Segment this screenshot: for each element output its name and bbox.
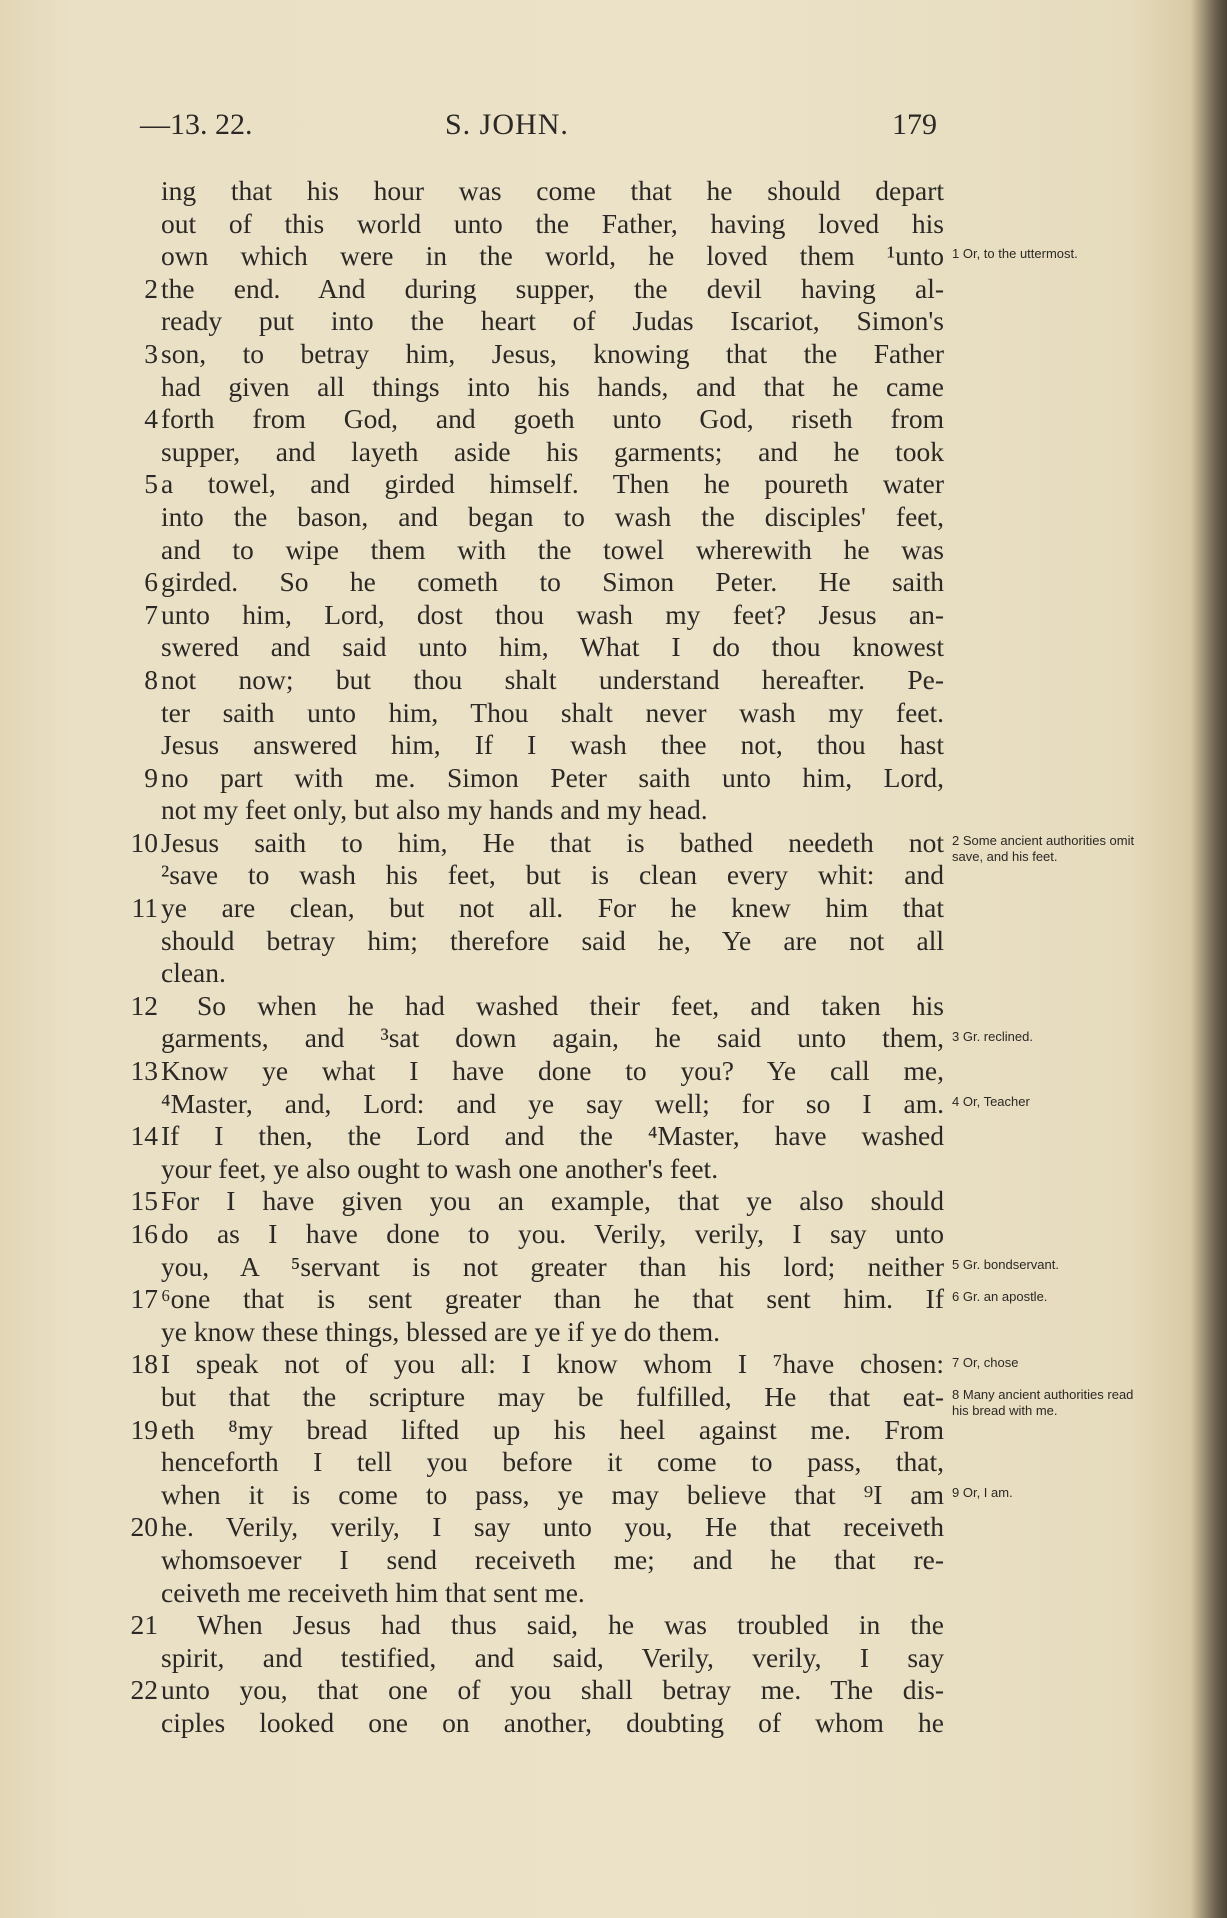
line-text: Jesus answered him, If I wash thee not, thou hast <box>161 729 944 761</box>
text-line <box>0 599 1227 632</box>
line-text: ⁴Master, and, Lord: and ye say well; for so I am. <box>161 1087 944 1119</box>
line-text: ing that his hour was come that he should depart <box>161 175 944 206</box>
line-text: ye know these things, blessed are ye if ye do them. <box>161 1315 721 1347</box>
verse-number: 13 <box>130 1055 158 1087</box>
verse-number: 10 <box>130 826 158 858</box>
line-text: ⁶one that is sent greater than he that sent him. If <box>161 1283 944 1315</box>
text-line <box>0 1674 1227 1707</box>
text-line <box>0 990 1227 1023</box>
line-text: I speak not of you all: I know whom I ⁷have chosen: <box>161 1348 944 1380</box>
margin-note <box>952 1029 1142 1045</box>
line-text: but that the scripture may be fulfilled, He that eat- <box>161 1380 944 1412</box>
text-line <box>0 664 1227 697</box>
line-text: girded. So he cometh to Simon Peter. He saith <box>161 566 944 598</box>
text-line <box>0 697 1227 730</box>
line-text: spirit, and testified, and said, Verily, verily, I say <box>161 1641 944 1673</box>
line-text: For I have given you an example, that ye also should <box>161 1185 944 1217</box>
margin-note <box>952 1289 1142 1305</box>
line-text: forth from God, and goeth unto God, riseth from <box>161 403 944 435</box>
line-text: ciples looked one on another, doubting of whom he <box>161 1706 944 1738</box>
margin-note-text: Or, to the uttermost. <box>962 246 1078 262</box>
margin-note <box>952 1485 1142 1501</box>
line-text: unto you, that one of you shall betray me. The dis- <box>161 1674 944 1706</box>
line-text: ye are clean, but not all. For he knew him that <box>161 892 944 924</box>
line-text: out of this world unto the Father, having loved his <box>161 207 944 239</box>
book-title: S. JOHN. <box>445 108 569 141</box>
line-text: garments, and ³sat down again, he said unto them, <box>161 1022 944 1054</box>
line-text: do as I have done to you. Verily, verily, I say unto <box>161 1218 944 1249</box>
text-line <box>0 1707 1227 1740</box>
text-line <box>0 729 1227 762</box>
line-text: a towel, and girded himself. Then he poureth water <box>161 468 944 500</box>
text-line <box>0 534 1227 567</box>
text-line <box>0 1511 1227 1544</box>
text-line <box>0 436 1227 469</box>
line-text: and to wipe them with the towel wherewith he was <box>161 533 944 565</box>
verse-number: 19 <box>130 1413 158 1445</box>
verse-number: 8 <box>144 663 158 695</box>
line-text: ter saith unto him, Thou shalt never wash my feet. <box>161 696 944 728</box>
line-text: So when he had washed their feet, and taken his <box>197 989 944 1021</box>
verse-number: 11 <box>131 892 158 924</box>
verse-number: 22 <box>130 1674 158 1706</box>
line-text: son, to betray him, Jesus, knowing that the Father <box>161 337 944 369</box>
chapter-verse-range: —13. 22. <box>140 108 253 141</box>
text-line <box>0 1120 1227 1153</box>
text-line <box>0 1153 1227 1186</box>
line-text: whomsoever I send receiveth me; and he that re- <box>161 1543 944 1575</box>
line-text: he. Verily, verily, I say unto you, He that receiveth <box>161 1511 944 1543</box>
line-text: the end. And during supper, the devil having al- <box>161 272 944 304</box>
line-text: had given all things into his hands, and that he came <box>161 370 944 402</box>
margin-note <box>952 833 1142 865</box>
text-line <box>0 305 1227 338</box>
verse-number: 15 <box>130 1185 158 1217</box>
margin-note-text: Some ancient authorities omit save, and his feet. <box>952 833 1135 864</box>
verse-number: 18 <box>130 1348 158 1380</box>
text-line <box>0 1642 1227 1675</box>
line-text: your feet, ye also ought to wash one another's feet. <box>161 1152 719 1184</box>
line-text: clean. <box>161 957 226 989</box>
margin-note-text: Gr. an apostle. <box>962 1289 1048 1305</box>
text-line <box>0 468 1227 501</box>
line-text: not my feet only, but also my hands and my head. <box>161 794 708 826</box>
line-text: no part with me. Simon Peter saith unto him, Lord, <box>161 761 944 793</box>
line-text: Jesus saith to him, He that is bathed needeth not <box>161 826 944 858</box>
margin-note-text: Gr. bondservant. <box>962 1256 1059 1272</box>
verse-number: 20 <box>130 1511 158 1543</box>
line-text: eth ⁸my bread lifted up his heel against me. From <box>161 1413 944 1445</box>
line-text: supper, and layeth aside his garments; and he took <box>161 435 944 467</box>
line-text: swered and said unto him, What I do thou knowest <box>161 631 944 663</box>
text-line <box>0 1185 1227 1218</box>
text-line <box>0 794 1227 827</box>
text-line <box>0 1446 1227 1479</box>
line-text: ready put into the heart of Judas Iscariot, Simon's <box>161 305 944 337</box>
margin-note-number: 9 <box>952 1485 960 1500</box>
page-number: 179 <box>892 108 937 141</box>
margin-note-text: Gr. reclined. <box>962 1028 1033 1044</box>
line-text: when it is come to pass, ye may believe that ⁹I am <box>161 1478 944 1510</box>
margin-note <box>952 1355 1142 1371</box>
margin-note-number: 8 <box>952 1387 960 1403</box>
line-text: unto him, Lord, dost thou wash my feet? Jesus an- <box>161 598 944 630</box>
body-text <box>0 175 1227 1740</box>
margin-note <box>952 1257 1142 1273</box>
running-head <box>140 108 940 148</box>
verse-number: 4 <box>144 403 158 435</box>
text-line <box>0 1316 1227 1349</box>
verse-number: 9 <box>144 761 158 793</box>
margin-note-number: 4 <box>952 1093 960 1109</box>
margin-note-number: 1 <box>952 246 960 262</box>
line-text: henceforth I tell you before it come to pass, that, <box>161 1446 944 1478</box>
text-line <box>0 1609 1227 1642</box>
margin-note-text: Or, I am. <box>962 1485 1013 1500</box>
text-line <box>0 566 1227 599</box>
verse-number: 16 <box>130 1218 158 1249</box>
margin-note-number: 7 <box>952 1354 960 1370</box>
verse-number: 2 <box>144 272 158 304</box>
verse-number: 6 <box>144 566 158 598</box>
margin-note-number: 6 <box>952 1289 960 1305</box>
line-text: own which were in the world, he loved them ¹unto <box>161 240 944 272</box>
text-line <box>0 925 1227 958</box>
margin-note-text: Or, chose <box>962 1354 1019 1370</box>
line-text: not now; but thou shalt understand hereafter. Pe- <box>161 663 944 695</box>
line-text: into the bason, and began to wash the disciples' feet, <box>161 500 944 532</box>
text-line <box>0 957 1227 990</box>
line-text: Know ye what I have done to you? Ye call me, <box>161 1055 944 1087</box>
text-line <box>0 371 1227 404</box>
line-text: ²save to wash his feet, but is clean every whit: and <box>161 859 944 891</box>
margin-note-text: Many ancient authorities read his bread with me. <box>952 1387 1134 1419</box>
text-line <box>0 403 1227 436</box>
margin-note <box>952 1387 1142 1419</box>
line-text: If I then, the Lord and the ⁴Master, have washed <box>161 1120 944 1152</box>
text-line <box>0 1577 1227 1610</box>
margin-note-number: 5 <box>952 1256 960 1272</box>
line-text: When Jesus had thus said, he was troubled in the <box>197 1609 944 1641</box>
text-line <box>0 338 1227 371</box>
text-line <box>0 501 1227 534</box>
verse-number: 7 <box>144 598 158 630</box>
margin-note <box>952 246 1142 262</box>
verse-number: 3 <box>144 337 158 369</box>
text-line <box>0 1544 1227 1577</box>
line-text: ceiveth me receiveth him that sent me. <box>161 1576 585 1608</box>
text-line <box>0 1218 1227 1251</box>
margin-note-number: 3 <box>952 1028 960 1044</box>
verse-number: 14 <box>130 1120 158 1152</box>
text-line <box>0 631 1227 664</box>
margin-note-number: 2 <box>952 833 960 848</box>
verse-number: 12 <box>130 989 158 1021</box>
margin-note-text: Or, Teacher <box>962 1093 1030 1109</box>
text-line <box>0 1055 1227 1088</box>
text-line <box>0 175 1227 208</box>
text-line <box>0 208 1227 241</box>
text-line <box>0 892 1227 925</box>
margin-note <box>952 1094 1142 1110</box>
text-line <box>0 762 1227 795</box>
verse-number: 21 <box>130 1609 158 1641</box>
line-text: should betray him; therefore said he, Ye are not all <box>161 924 944 956</box>
text-line <box>0 273 1227 306</box>
line-text: you, A ⁵servant is not greater than his lord; neither <box>161 1250 944 1282</box>
verse-number: 17 <box>130 1283 158 1315</box>
verse-number: 5 <box>144 468 158 500</box>
